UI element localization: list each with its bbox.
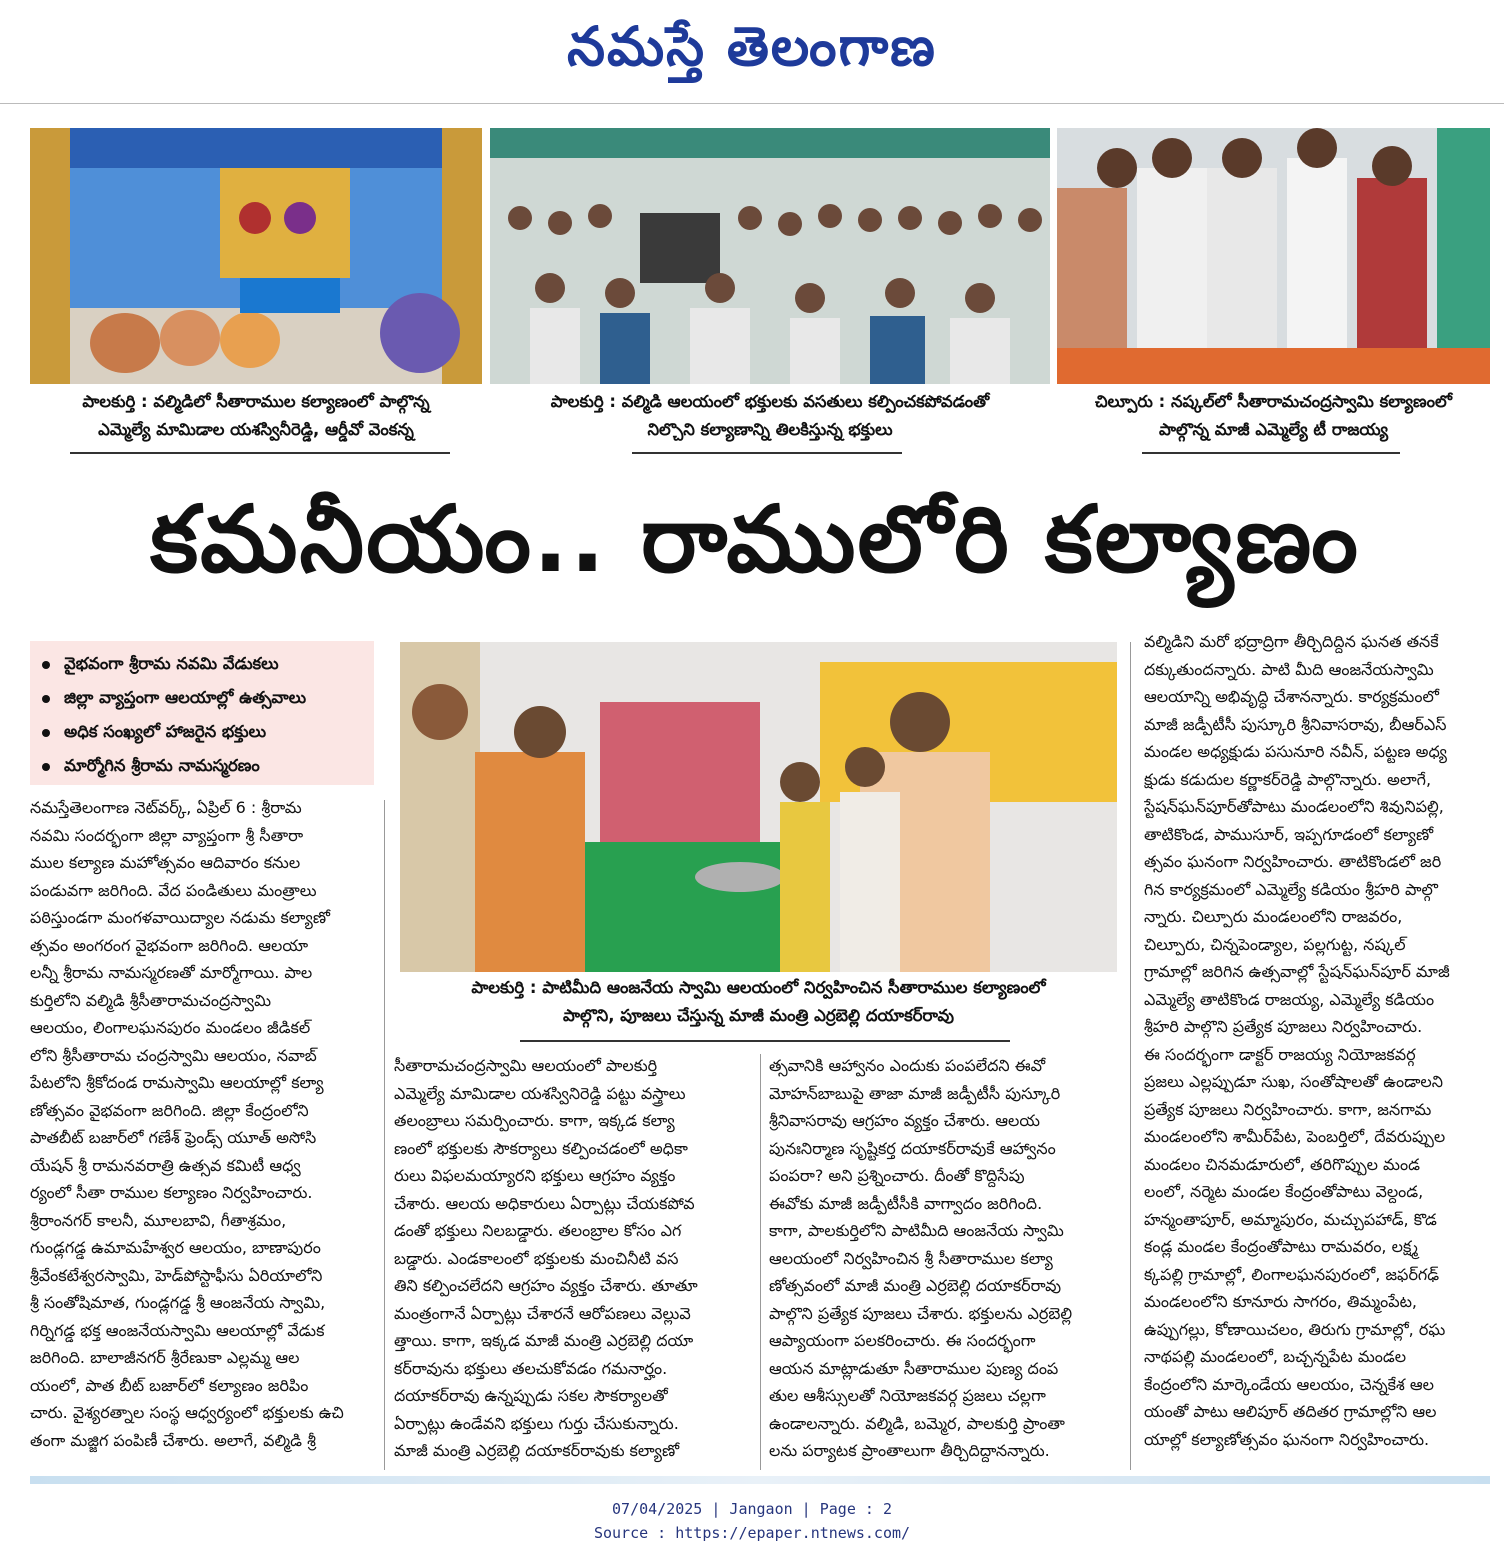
newspaper-title: నమస్తే తెలంగాణ xyxy=(567,14,937,78)
devotees-crowd-photo-icon xyxy=(490,128,1050,384)
article-column-1: నమస్తేతెలంగాణ నెట్‌వర్క్‌, ఏప్రిల్‌ 6 : శ్రీరామ నవమి సందర్భంగా జిల్లా వ్యాప్తంగా శ్రీ సీతారా ముల కల్యాణ మహోత్సవం ఆదివారం కనుల పండువగా జరిగింది. వేద పండితులు మంత్రాలు పఠిస్తుండగా మంగళవాయిద్యాల నడుమ కల్యాణో త్సవం అంగరంగ వైభవంగా జరిగింది. ఆలయా లన్నీ శ్రీరామ నామస్మరణతో మార్మోగాయి. పాల కుర్తిలోని వల్మిడి శ్రీసీతారామచంద్రస్వామి ఆలయం, లింగాలఘనపురం మండలం జీడికల్‌ లోని శ్రీసీతారామ చంద్రస్వామి ఆలయం, నవాబ్‌ పేటలోని శ్రీకోదండ రామస్వామి ఆలయాల్లో కల్యా ణోత్సవం వైభవంగా జరిగింది. జిల్లా కేంద్రంలోని పాతబీట్‌ బజార్‌లో గణేశ్‌ ఫ్రెండ్స్‌ యూత్‌ అసోసి యేషన్‌ శ్రీ రామనవరాత్రి ఉత్సవ కమిటీ ఆధ్వ ర్యంలో సీతా రాముల కల్యాణం నిర్వహించారు. శ్రీరాంనగర్‌ కాలనీ, మూలబావి, గీతాశ్రమం, గుండ్లగడ్డ ఉమామహేశ్వర ఆలయం, బాణాపురం శ్రీవేంకటేశ్వరస్వామి, హెడ్‌పోస్టాఫీసు ఏరియాలోని శ్రీ సంతోషిమాత, గుండ్లగడ్డ శ్రీ ఆంజనేయ స్వామి, గిర్నిగడ్డ భక్త ఆంజనేయస్వామి ఆలయాల్లో వేడుక జరిగింది. బాలాజీనగర్‌ శ్రీరేణుకా ఎల్లమ్మ ఆల యంలో, పాత బీట్‌ బజార్‌లో కల్యాణం జరిపిం చారు. వైశ్యరత్నాల సంస్థ ఆధ్వర్యంలో భక్తులకు ఉచి తంగా మజ్జిగ పంపిణీ చేశారు. అలాగే, వల్మిడి శ్రీ xyxy=(30,798,344,1450)
bullet-icon xyxy=(42,695,50,703)
bullet-icon xyxy=(42,763,50,771)
masthead xyxy=(0,0,1504,100)
highlight-item: మార్మోగిన శ్రీరామ నామస్మరణం xyxy=(42,749,364,783)
highlight-item: అధిక సంఖ్యలో హాజరైన భక్తులు xyxy=(42,715,364,749)
former-mla-prayer-photo-icon xyxy=(1057,128,1490,384)
column-divider xyxy=(760,1054,761,1470)
masthead-divider xyxy=(0,103,1504,104)
caption-photo-1: పాలకుర్తి : వల్మిడిలో సీతారాముల కల్యాణంలో పాల్గొన్న ఎమ్మెల్యే మామిడాల యశస్వినీరెడ్డి, ఆర్డీవో వెంకన్న xyxy=(82,392,430,439)
article-column-4: వల్మిడిని మరో భద్రాద్రిగా తీర్చిదిద్దిన ఘనత తనకే దక్కుతుందన్నారు. పాటి మీది ఆంజనేయస్వామి ఆలయాన్ని అభివృద్ధి చేశానన్నారు. కార్యక్రమంలో మాజీ జడ్పీటీసీ పుస్కూరి శ్రీనివాసరావు, బీఆర్‌ఎస్‌ మండల అధ్యక్షుడు పసునూరి నవీన్‌, పట్టణ అధ్య క్షుడు కడుదుల కర్ణాకర్‌రెడ్డి పాల్గొన్నారు. అలాగే, స్టేషన్‌ఘన్‌పూర్‌తోపాటు మండలంలోని శివునిపల్లి, తాటికొండ, పాముసూర్‌, ఇప్పగూడంలో కల్యాణో త్సవం ఘనంగా నిర్వహించారు. తాటికొండలో జరి గిన కార్యక్రమంలో ఎమ్మెల్యే కడియం శ్రీహరి పాల్గొ న్నారు. చిల్పూరు మండలంలోని రాజవరం, చిల్పూరు, చిన్నపెండ్యాల, పల్లగుట్ట, నష్కల్‌ గ్రామాల్లో జరిగిన ఉత్సవాల్లో స్టేషన్‌ఘన్‌పూర్‌ మాజీ ఎమ్మెల్యే తాటికొండ రాజయ్య, ఎమ్మెల్యే కడియం శ్రీహరి పాల్గొని ప్రత్యేక పూజలు నిర్వహించారు. ఈ సందర్భంగా డాక్టర్‌ రాజయ్య నియోజకవర్గ ప్రజలు ఎల్లప్పుడూ సుఖ, సంతోషాలతో ఉండాలని ప్రత్యేక పూజలు నిర్వహించారు. కాగా, జనగామ మండలంలోని శామీర్‌పేట, పెంబర్తిలో, దేవరుప్పుల మండలం చినమడూరులో, తరిగొప్పుల మండ లంలో, నర్మెట మండల కేంద్రంతోపాటు వెల్దండ, హన్మంతాపూర్‌, అమ్మాపురం, మచ్చుపహాడ్‌, కొడ కండ్ల మండల కేంద్రంతోపాటు రామవరం, లక్ష్మ క్కపల్లి గ్రామాల్లో, లింగాలఘనపురంలో, జఫర్‌గఢ్‌ మండలంలోని కూనూరు సాగరం, తిమ్మంపేట, ఉప్పుగల్లు, కోణాయిచలం, తిరుగు గ్రామాల్లో, రఘ నాథపల్లి మండలంలో, బచ్చన్నపేట మండల కేంద్రంలోని మార్కెండేయ ఆలయం, చెన్నకేశ ఆల యంతో పాటు ఆలిపూర్‌ తదితర గ్రామాల్లోని ఆల యాల్లో కల్యాణోత్సవం ఘనంగా నిర్వహించారు. xyxy=(1144,632,1450,1449)
caption-underline xyxy=(632,452,902,454)
caption-underline xyxy=(520,1040,1010,1042)
column-divider xyxy=(384,800,385,1470)
caption-underline xyxy=(70,452,450,454)
bullet-icon xyxy=(42,729,50,737)
photo-devotees-standing xyxy=(490,128,1050,384)
caption-underline xyxy=(1142,452,1400,454)
main-headline: కమనీయం.. రాములోరి కల్యాణం xyxy=(150,486,1360,593)
footer-source: Source : https://epaper.ntnews.com/ xyxy=(593,1524,911,1542)
highlight-item: జిల్లా వ్యాప్తంగా ఆలయాల్లో ఉత్సవాలు xyxy=(42,681,364,715)
photo-former-mla xyxy=(1057,128,1490,384)
article-column-2: సీతారామచంద్రస్వామి ఆలయంలో పాలకుర్తి ఎమ్మెల్యే మామిడాల యశస్వినిరెడ్డి పట్టు వస్త్రాలు తలంబ్రాలు సమర్పించారు. కాగా, ఇక్కడ కల్యా ణంలో భక్తులకు సౌకర్యాలు కల్పించడంలో అధికా రులు విఫలమయ్యారని భక్తులు ఆగ్రహం వ్యక్తం చేశారు. ఆలయ అధికారులు ఏర్పాట్లు చేయకపోవ డంతో భక్తులు నిలబడ్డారు. తలంబ్రాల కోసం ఎగ బడ్డారు. ఎండకాలంలో భక్తులకు మంచినీటి వస తిని కల్పించలేదని ఆగ్రహం వ్యక్తం చేశారు. తూతూ మంత్రంగానే ఏర్పాట్లు చేశారనే ఆరోపణలు వెల్లువె త్తాయి. కాగా, ఇక్కడ మాజీ మంత్రి ఎర్రబెల్లి దయా కర్‌రావును భక్తులు తలచుకోవడం గమనార్హం. దయాకర్‌రావు ఉన్నప్పుడు సకల సౌకర్యాలతో ఏర్పాట్లు ఉండేవని భక్తులు గుర్తు చేసుకున్నారు. మాజీ మంత్రి ఎర్రబెల్లి దయాకర్‌రావుకు కల్యాణో xyxy=(394,1056,698,1460)
photo-former-minister xyxy=(400,642,1117,972)
wedding-ritual-photo-icon xyxy=(30,128,482,384)
footer-decorative-bar xyxy=(30,1476,1490,1484)
column-divider xyxy=(1130,642,1131,1470)
highlight-item: వైభవంగా శ్రీరామ నవమి వేడుకలు xyxy=(42,647,364,681)
caption-photo-3: చిల్పూరు : నష్కల్‌లో సీతారామచంద్రస్వామి కల్యాణంలో పాల్గొన్న మాజీ ఎమ్మెల్యే టీ రాజయ్య xyxy=(1094,392,1453,439)
footer-edition-info: 07/04/2025 | Jangaon | Page : 2 xyxy=(612,1500,892,1518)
bullet-icon xyxy=(42,661,50,669)
caption-photo-4: పాలకుర్తి : పాటిమీది ఆంజనేయ స్వామి ఆలయంలో నిర్వహించిన సీతారాముల కల్యాణంలో పాల్గొని, పూజలు చేస్తున్న మాజీ మంత్రి ఎర్రబెల్లి దయాకర్‌రావు xyxy=(471,978,1046,1025)
former-minister-pooja-photo-icon xyxy=(400,642,1117,972)
highlights-box xyxy=(30,641,374,785)
article-column-3: త్సవానికి ఆహ్వానం ఎందుకు పంపలేదని ఈవో మోహన్‌బాబుపై తాజా మాజీ జడ్పీటీసీ పుస్కూరి శ్రీనివాసరావు ఆగ్రహం వ్యక్తం చేశారు. ఆలయ పునఃనిర్మాణ సృష్టికర్త దయాకర్‌రావుకే ఆహ్వానం పంపరా? అని ప్రశ్నించారు. దీంతో కొద్దిసేపు ఈవోకు మాజీ జడ్పీటీసీకి వాగ్వాదం జరిగింది. కాగా, పాలకుర్తిలోని పాటిమీది ఆంజనేయ స్వామి ఆలయంలో నిర్వహించిన శ్రీ సీతారాముల కల్యా ణోత్సవంలో మాజీ మంత్రి ఎర్రబెల్లి దయాకర్‌రావు పాల్గొని ప్రత్యేక పూజలు చేశారు. భక్తులను ఎర్రబెల్లి ఆప్యాయంగా పలకరించారు. ఈ సందర్భంగా ఆయన మాట్లాడుతూ సీతారాముల పుణ్య దంప తుల ఆశీస్సులతో నియోజకవర్గ ప్రజలు చల్లగా ఉండాలన్నారు. వల్మిడి, బమ్మెర, పాలకుర్తి ప్రాంతా లను పర్యాటక ప్రాంతాలుగా తీర్చిదిద్దానన్నారు. xyxy=(769,1056,1073,1460)
photo-kalyanam-ritual xyxy=(30,128,482,384)
caption-photo-2: పాలకుర్తి : వల్మిడి ఆలయంలో భక్తులకు వసతులు కల్పించకపోవడంతో నిల్చొని కల్యాణాన్ని తిలకిస్తున్న భక్తులు xyxy=(550,392,990,439)
